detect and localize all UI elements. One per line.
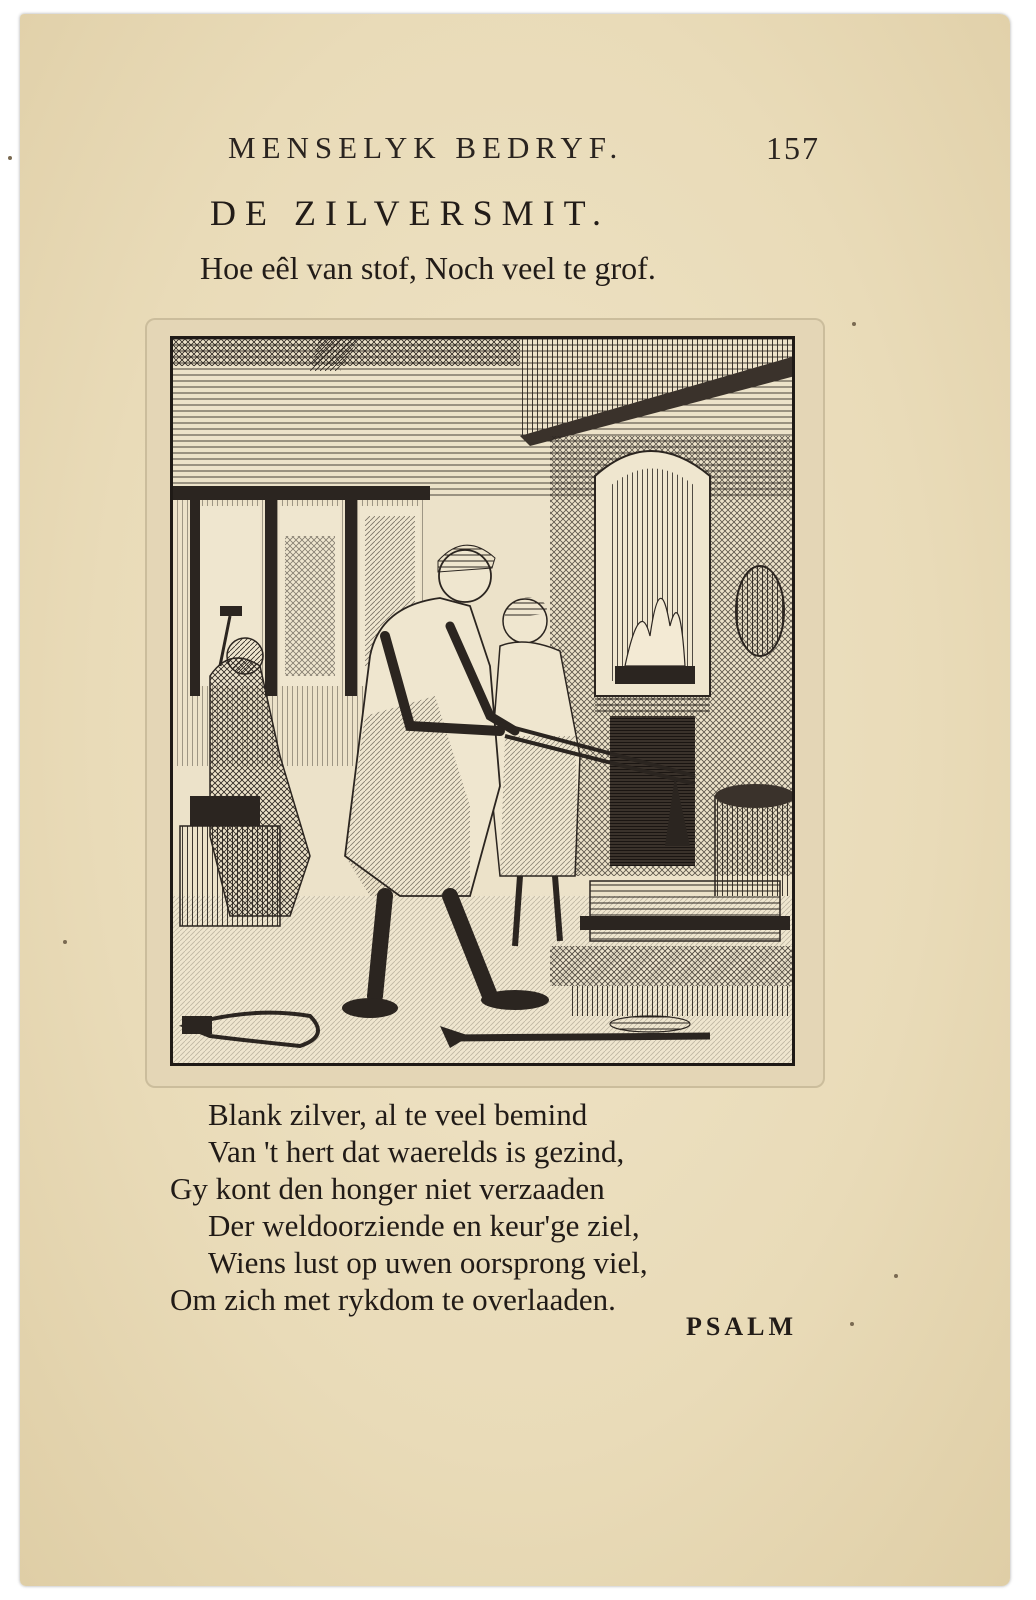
verse-line: Gy kont den honger niet verzaaden <box>170 1171 605 1206</box>
page-header <box>200 130 820 170</box>
hanging-barrel <box>736 566 784 656</box>
verse-line: Blank zilver, al te veel bemind <box>208 1097 588 1132</box>
verse <box>170 1096 730 1318</box>
chapter-title: DE ZILVERSMIT. <box>210 193 610 233</box>
page-number: 157 <box>766 130 820 166</box>
verse-line: Wiens lust op uwen oorsprong viel, <box>208 1245 648 1280</box>
motto: Hoe eêl van stof, Noch veel te grof. <box>200 250 656 286</box>
running-title: MENSELYK BEDRYF. <box>228 130 624 165</box>
engraving-silversmith-workshop <box>170 336 795 1066</box>
verse-line: Der weldoorziende en keur'ge ziel, <box>208 1208 640 1243</box>
catchword: PSALM <box>686 1312 797 1341</box>
verse-line: Om zich met rykdom te overlaaden. <box>170 1282 616 1317</box>
verse-line: Van 't hert dat waerelds is gezind, <box>208 1134 625 1169</box>
